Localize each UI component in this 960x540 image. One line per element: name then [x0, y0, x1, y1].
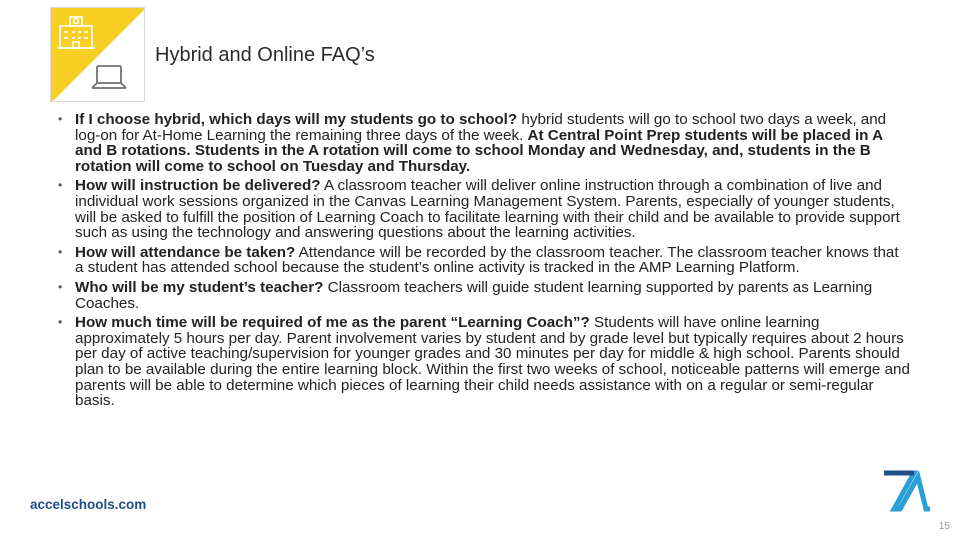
- faq-item: [58, 112, 910, 174]
- faq-question: How much time will be required of me as the parent “Learning Coach”?: [75, 314, 590, 332]
- faq-question: If I choose hybrid, which days will my students go to school?: [75, 111, 518, 128]
- faq-item: [58, 178, 910, 240]
- brand-link[interactable]: accelschools.com: [30, 497, 147, 512]
- hybrid-online-logo: [50, 7, 145, 102]
- accel-logo-icon: [880, 469, 930, 513]
- page-number: 15: [938, 521, 950, 532]
- faq-answer: hybrid students will go to school two days a week, and log-on for At-Home Learning the remaining three days of the week.: [75, 111, 887, 144]
- faq-answer-emphasis: At Central Point Prep students will be placed in A and B rotations. Students in the A rotation will come to school Monday and Wednesday, and, students in the B rotation will come to school on Tuesday and Thursday.: [75, 126, 883, 175]
- faq-list: [58, 112, 910, 413]
- faq-item: [58, 315, 910, 409]
- faq-answer: Attendance will be recorded by the classroom teacher. The classroom teacher knows that a student has attended school because the student’s online activity is tracked in the AMP Learning Platform.: [75, 243, 899, 277]
- page-title: Hybrid and Online FAQ’s: [155, 44, 375, 66]
- bullet-icon: •: [58, 279, 63, 294]
- bullet-icon: •: [58, 178, 63, 193]
- faq-question: Who will be my student’s teacher?: [75, 278, 324, 296]
- faq-item: [58, 245, 910, 276]
- bullet-icon: •: [58, 112, 63, 126]
- faq-question: How will instruction be delivered?: [75, 177, 321, 195]
- faq-question: How will attendance be taken?: [75, 243, 296, 261]
- faq-answer: Classroom teachers will guide student learning supported by parents as Learning Coaches.: [75, 278, 873, 312]
- bullet-icon: •: [58, 315, 63, 330]
- faq-answer: A classroom teacher will deliver online instruction through a combination of live and individual work sessions organized in the Canvas Learning Management System. Parents, especially of younger students, will be asked to fulfill the position of Learning Coach to facilitate learning with their child and be available to provide support such as using the technology and answering questions about the learning activities.: [75, 177, 900, 242]
- faq-answer: Students will have online learning approximately 5 hours per day. Parent involvement varies by student and by grade level but typically requires about 2 hours per day of active teaching/supervision for younger grades and 30 minutes per day for middle & high school. Parents should plan to be available during the entire learning block. Within the first two weeks of school, noticeable patterns will emerge and parents will be able to determine which pieces of learning their child needs assistance with on a regular or semi-regular basis.: [75, 314, 910, 410]
- faq-item: [58, 280, 910, 311]
- bullet-icon: •: [58, 244, 63, 259]
